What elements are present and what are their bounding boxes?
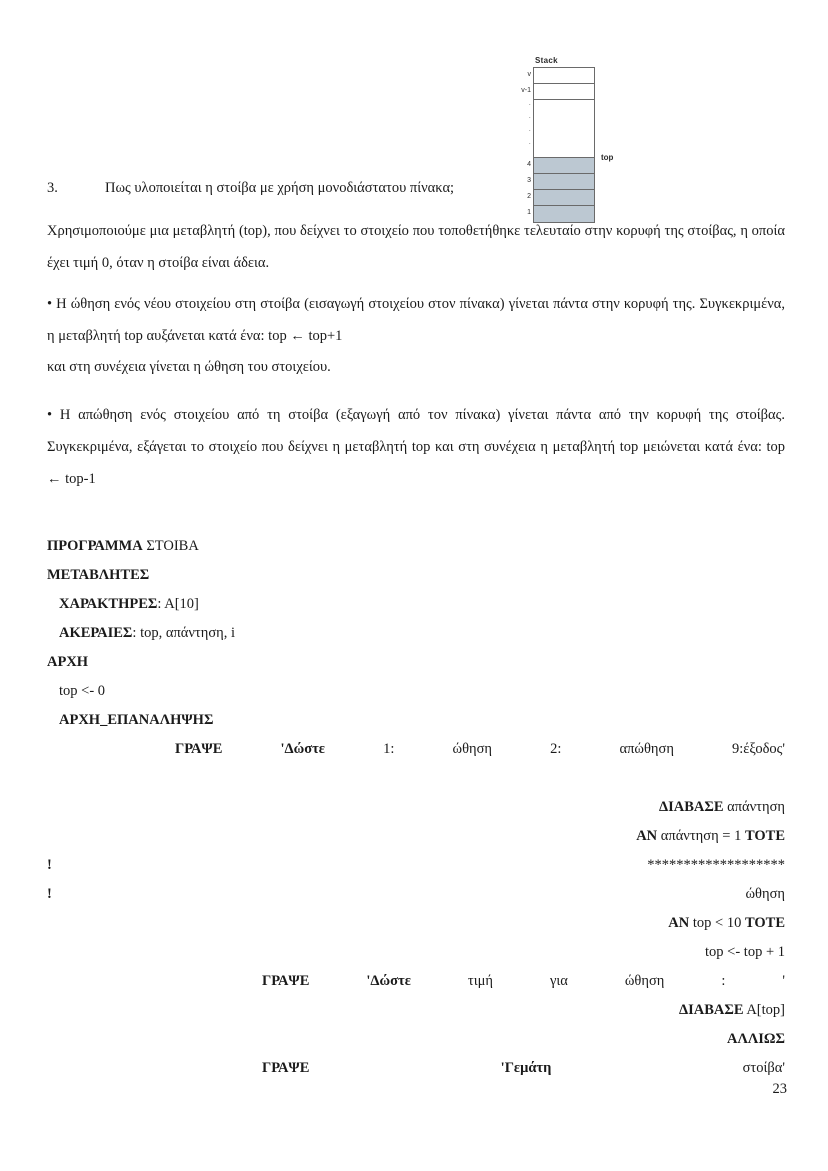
stack-label-3: 3 xyxy=(527,177,531,184)
stack-diagram xyxy=(505,56,625,216)
code-keyword: ΑΝ xyxy=(636,828,658,844)
code-keyword-suffix: ΤΟΤΕ xyxy=(744,828,785,844)
code-keyword: ΜΕΤΑΒΛΗΤΕΣ xyxy=(47,567,150,583)
code-line-integers xyxy=(47,619,785,648)
stack-top-pointer-label: top xyxy=(601,153,614,162)
code-keyword: ΑΝ xyxy=(668,915,690,931)
question-text: Πως υλοποιείται η στοίβα με χρήση μονοδιάστατου πίνακα; xyxy=(105,180,455,196)
code-text: top <- top + 1 xyxy=(705,944,785,960)
stack-label-2: 2 xyxy=(527,193,531,200)
code-keyword: ΧΑΡΑΚΤΗΡΕΣ xyxy=(59,596,158,612)
paragraph-push-cont: και στη συνέχεια γίνεται η ώθηση του στοιχείου. xyxy=(47,359,331,375)
paragraph-push: • Η ώθηση ενός νέου στοιχείου στη στοίβα (εισαγωγή στοιχείου στον πίνακα) γίνεται πάντα στην κορυφή της. Συγκεκριμένα, η μεταβλητή top αυξάνεται κατά ένα: top ← top+1 xyxy=(47,296,785,344)
stack-label-v-minus-1: v-1 xyxy=(521,87,531,94)
code-line-begin xyxy=(47,648,785,677)
stack-cell-empty-span xyxy=(534,100,594,158)
code-line-top-inc xyxy=(47,938,785,967)
code-line-program xyxy=(47,532,785,561)
stack-dot: · xyxy=(528,140,531,148)
code-line-top-init xyxy=(47,677,785,706)
code-keyword: ΓΡΑΨΕ 'Γεμάτη xyxy=(262,1060,552,1076)
paragraph-definition: Χρησιμοποιούμε μια μεταβλητή (top), που δείχνει το στοιχείο που τοποθετήθηκε τελευταίο στην κορυφή της στοίβας, η οποία έχει τιμή 0, όταν η στοίβα είναι άδεια. xyxy=(47,223,785,271)
question-line xyxy=(47,178,787,198)
code-line-if-top xyxy=(47,909,785,938)
code-text: ώθηση xyxy=(745,886,785,902)
code-keyword: ΑΛΛΙΩΣ xyxy=(727,1031,785,1047)
stack-dot: · xyxy=(528,101,531,109)
code-line-marker: ! xyxy=(47,857,52,873)
code-keyword: ΑΚΕΡΑΙΕΣ xyxy=(59,625,133,641)
code-keyword: ΓΡΑΨΕ 'Δώστε xyxy=(175,741,326,757)
stack-cells-column xyxy=(533,67,595,223)
stack-dot: · xyxy=(528,127,531,135)
code-keyword: ΑΡΧΗ xyxy=(47,654,89,670)
question-number: 3. xyxy=(47,180,58,196)
stack-cell-4 xyxy=(534,158,594,174)
code-line-write-val xyxy=(47,967,785,996)
code-text: ******************* xyxy=(647,857,785,873)
code-line-variables xyxy=(47,561,785,590)
code-line-loop-begin xyxy=(47,706,785,735)
code-line-write-menu xyxy=(47,735,785,764)
stack-dot: · xyxy=(528,114,531,122)
stack-diagram-title: Stack xyxy=(535,56,558,65)
code-text: απάντηση = 1 xyxy=(657,828,745,844)
code-line-push-cmt xyxy=(47,880,785,909)
code-keyword: ΔΙΑΒΑΣΕ xyxy=(658,799,724,815)
code-text: στοίβα' xyxy=(551,1060,785,1076)
stack-label-1: 1 xyxy=(527,209,531,216)
code-line-write-full xyxy=(47,1054,785,1083)
code-text: : Α[10] xyxy=(157,596,199,612)
code-keyword: ΓΡΑΨΕ 'Δώστε xyxy=(262,973,411,989)
page-number: 23 xyxy=(772,1081,787,1097)
code-line-blank-1 xyxy=(47,764,785,793)
code-text: : top, απάντηση, i xyxy=(132,625,236,641)
code-text: τιμή για ώθηση : ' xyxy=(410,973,785,989)
code-keyword: ΔΙΑΒΑΣΕ xyxy=(679,1002,744,1018)
code-text: Α[top] xyxy=(743,1002,785,1018)
code-keyword: ΑΡΧΗ_ΕΠΑΝΑΛΗΨΗΣ xyxy=(59,712,214,728)
stack-label-4: 4 xyxy=(527,161,531,168)
paragraph-pop: • Η απώθηση ενός στοιχείου από τη στοίβα (εξαγωγή από τον πίνακα) γίνεται πάντα από την κορυφή της στοίβας. Συγκεκριμένα, εξάγεται το στοιχείο που δείχνει η μεταβλητή top και στη συνέχεια η μεταβλητή top μειώνεται κατά ένα: top ← top-1 xyxy=(47,407,785,487)
code-text: ΣΤΟΙΒΑ xyxy=(142,538,199,554)
pseudocode-block xyxy=(47,532,785,1083)
code-text: απάντηση xyxy=(723,799,785,815)
code-line-read-ans xyxy=(47,793,785,822)
stack-cell-v xyxy=(534,68,594,84)
code-line-chars xyxy=(47,590,785,619)
code-line-else xyxy=(47,1025,785,1054)
stack-ellipsis-dots xyxy=(505,99,531,151)
code-keyword-suffix: ΤΟΤΕ xyxy=(744,915,785,931)
code-line-if-ans xyxy=(47,822,785,851)
code-text: 1: ώθηση 2: απώθηση 9:έξοδος' xyxy=(325,741,785,757)
code-line-read-atop xyxy=(47,996,785,1025)
code-text: top < 10 xyxy=(689,915,745,931)
code-keyword: ΠΡΟΓΡΑΜΜΑ xyxy=(47,538,143,554)
code-text: top <- 0 xyxy=(59,683,106,699)
stack-label-v: v xyxy=(527,71,531,78)
code-line-marker: ! xyxy=(47,886,52,902)
code-line-stars xyxy=(47,851,785,880)
stack-cell-v-minus-1 xyxy=(534,84,594,100)
